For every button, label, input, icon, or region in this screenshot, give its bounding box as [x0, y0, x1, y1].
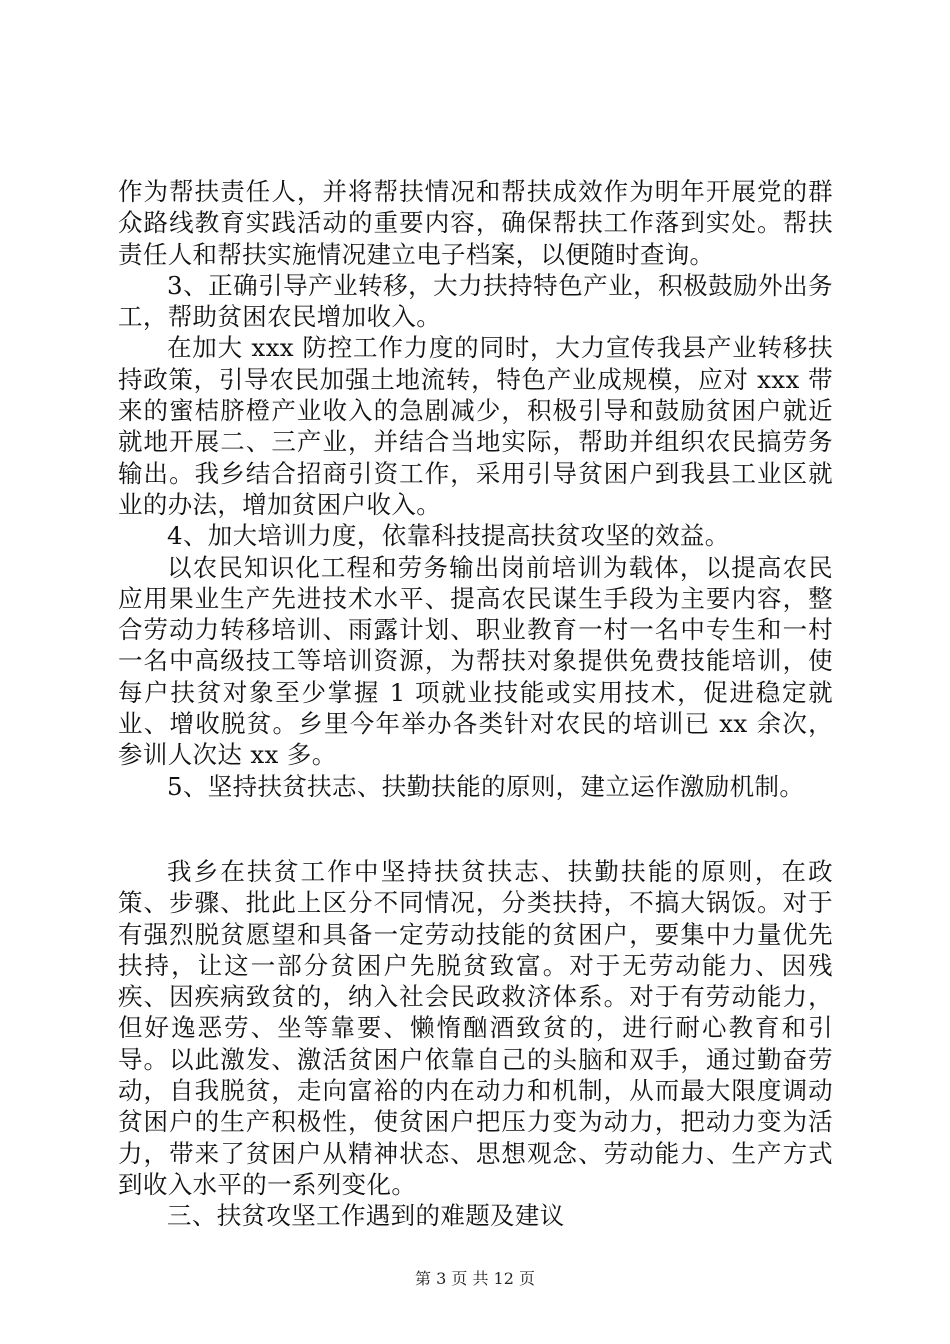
body-paragraph: 我乡在扶贫工作中坚持扶贫扶志、扶勤扶能的原则，在政策、步骤、批此上区分不同情况，分类扶持，不搞大锅饭。对于有强烈脱贫愿望和具备一定劳动技能的贫困户，要集中力量优先扶持，让这一部分贫困户先脱贫致富。对于无劳动能力、因残疾、因疾病致贫的，纳入社会民政救济体系。对于有劳动能力，但好逸恶劳、坐等靠要、懒惰酗酒致贫的，进行耐心教育和引导。以此激发、激活贫困户依靠自己的头脑和双手，通过勤奋劳动，自我脱贫，走向富裕的内在动力和机制，从而最大限度调动贫困户的生产积极性，使贫困户把压力变为动力，把动力变为活力，带来了贫困户从精神状态、思想观念、劳动能力、生产方式到收入水平的一系列变化。	[118, 856, 833, 1199]
body-paragraph: 5、坚持扶贫扶志、扶勤扶能的原则，建立运作激励机制。	[167, 771, 805, 801]
page-footer	[0, 1266, 950, 1289]
paragraph-gap	[118, 802, 833, 856]
body-paragraph: 3、正确引导产业转移，大力扶持特色产业，积极鼓励外出务工，帮助贫困农民增加收入。	[118, 270, 833, 332]
paragraph-group-2	[118, 856, 833, 1232]
body-paragraph: 以农民知识化工程和劳务输出岗前培训为载体，以提高农民应用果业生产先进技术水平、提高农民谋生手段为主要内容，整合劳动力转移培训、雨露计划、职业教育一村一名中专生和一村一名中高级技工等培训资源，为帮扶对象提供免费技能培训，使每户扶贫对象至少掌握 1 项就业技能或实用技术，促进稳定就业、增收脱贫。乡里今年举办各类针对农民的培训已 xx 余次，参训人次达 xx 多。	[118, 552, 833, 770]
body-paragraph: 三、扶贫攻坚工作遇到的难题及建议	[167, 1201, 565, 1231]
paragraph-group-1	[118, 176, 833, 802]
document-body	[118, 176, 833, 1232]
page-number-label: 第 3 页 共 12 页	[415, 1269, 535, 1288]
body-paragraph: 作为帮扶责任人，并将帮扶情况和帮扶成效作为明年开展党的群众路线教育实践活动的重要内容，确保帮扶工作落到实处。帮扶责任人和帮扶实施情况建立电子档案，以便随时查询。	[118, 177, 833, 269]
body-paragraph: 4、加大培训力度，依靠科技提高扶贫攻坚的效益。	[167, 521, 730, 551]
body-paragraph: 在加大 xxx 防控工作力度的同时，大力宣传我县产业转移扶持政策，引导农民加强土地流转，特色产业成规模，应对 xxx 带来的蜜桔脐橙产业收入的急剧减少，积极引导和鼓励贫困户就近就地开展二、三产业，并结合当地实际，帮助并组织农民搞劳务输出。我乡结合招商引资工作，采用引导贫困户到我县工业区就业的办法，增加贫困户收入。	[118, 333, 833, 519]
